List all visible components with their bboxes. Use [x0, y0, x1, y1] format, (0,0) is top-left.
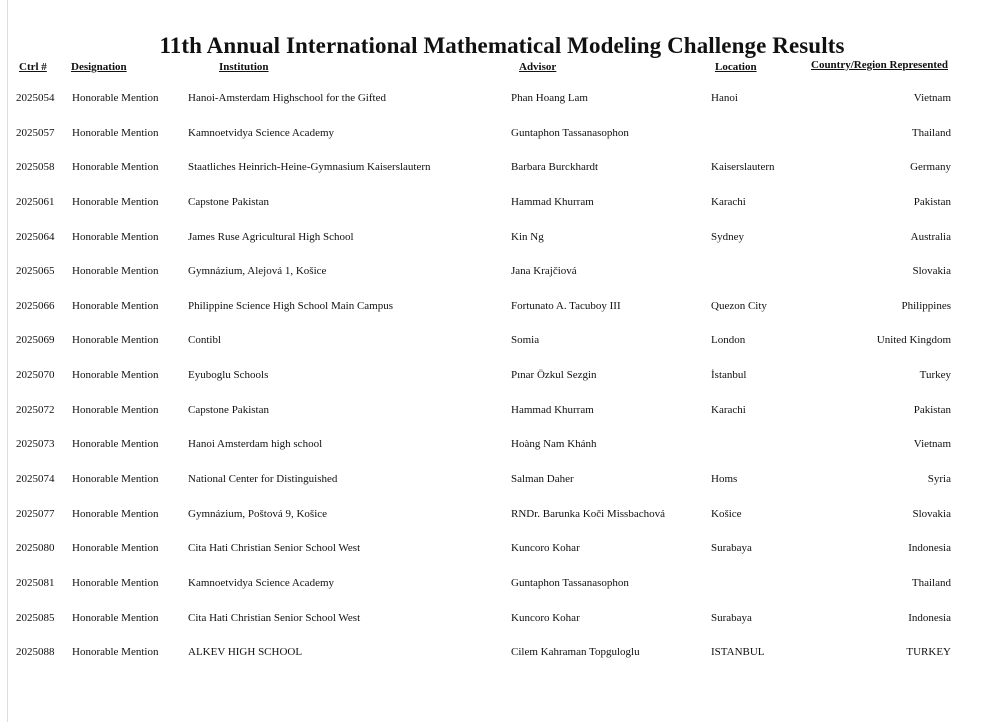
ctrl-number-cell: 2025077: [16, 507, 55, 520]
header-institution: Institution: [219, 61, 269, 73]
designation-cell: Honorable Mention: [72, 611, 159, 624]
advisor-cell: Phan Hoang Lam: [511, 92, 588, 104]
advisor-cell: Guntaphon Tassanasophon: [511, 576, 629, 589]
institution-cell: Cita Hati Christian Senior School West: [188, 542, 361, 555]
designation-cell: Honorable Mention: [72, 646, 159, 659]
table-row: [0, 367, 981, 402]
country-cell: Vietnam: [913, 438, 951, 451]
location-cell: Homs: [711, 473, 738, 486]
location-cell: Sydney: [711, 230, 744, 243]
location-cell: Surabaya: [711, 611, 752, 624]
institution-cell: Capstone Pakistan: [188, 195, 269, 208]
institution-cell: Cita Hati Christian Senior School West: [188, 611, 361, 624]
ctrl-number-cell: 2025066: [16, 299, 55, 312]
advisor-cell: Somia: [511, 334, 540, 347]
designation-cell: Honorable Mention: [72, 403, 159, 416]
header-ctrl-number: Ctrl #: [19, 61, 47, 73]
designation-cell: Honorable Mention: [72, 230, 159, 243]
institution-cell: Gymnázium, Poštová 9, Košice: [188, 507, 328, 520]
header-designation: Designation: [71, 61, 127, 73]
designation-cell: Honorable Mention: [72, 334, 159, 347]
advisor-cell: Cilem Kahraman Topguloglu: [511, 646, 640, 659]
country-cell: Thailand: [911, 576, 951, 589]
advisor-cell: Salman Daher: [511, 473, 574, 486]
institution-cell: Philippine Science High School Main Campus: [188, 299, 394, 312]
ctrl-number-cell: 2025081: [16, 576, 55, 589]
results-table-body: [0, 90, 981, 679]
table-row: [0, 229, 981, 264]
ctrl-number-cell: 2025072: [16, 403, 55, 416]
designation-cell: Honorable Mention: [72, 473, 159, 486]
country-cell: Vietnam: [913, 92, 951, 104]
ctrl-number-cell: 2025085: [16, 611, 55, 624]
table-row: [0, 575, 981, 610]
advisor-cell: Barbara Burckhardt: [511, 161, 599, 174]
table-row: [0, 540, 981, 575]
header-country-region: Country/Region Represented: [811, 59, 948, 71]
country-cell: United Kingdom: [876, 334, 951, 347]
designation-cell: Honorable Mention: [72, 507, 159, 520]
location-cell: Karachi: [711, 403, 746, 416]
institution-cell: National Center for Distinguished: [188, 473, 338, 486]
table-row: [0, 471, 981, 506]
ctrl-number-cell: 2025074: [16, 473, 55, 486]
table-row: [0, 298, 981, 333]
designation-cell: Honorable Mention: [72, 126, 159, 139]
header-location: Location: [715, 61, 757, 73]
advisor-cell: Guntaphon Tassanasophon: [511, 126, 629, 139]
institution-cell: Capstone Pakistan: [188, 403, 269, 416]
ctrl-number-cell: 2025073: [16, 438, 55, 451]
location-cell: ISTANBUL: [711, 646, 765, 659]
location-cell: Kaiserslautern: [711, 161, 775, 174]
advisor-cell: Hammad Khurram: [511, 195, 594, 208]
designation-cell: Honorable Mention: [72, 265, 159, 278]
table-row: [0, 644, 981, 679]
country-cell: TURKEY: [906, 646, 951, 659]
table-row: [0, 90, 981, 125]
ctrl-number-cell: 2025054: [16, 92, 55, 104]
header-advisor: Advisor: [519, 61, 557, 73]
institution-cell: Gymnázium, Alejová 1, Košice: [188, 265, 327, 278]
ctrl-number-cell: 2025088: [16, 646, 55, 659]
country-cell: Slovakia: [912, 507, 951, 520]
location-cell: İstanbul: [711, 369, 747, 382]
ctrl-number-cell: 2025061: [16, 195, 55, 208]
advisor-cell: Fortunato A. Tacuboy III: [511, 299, 621, 312]
country-cell: Pakistan: [913, 195, 951, 208]
table-row: [0, 263, 981, 298]
advisor-cell: Kuncoro Kohar: [511, 542, 580, 555]
ctrl-number-cell: 2025070: [16, 369, 55, 382]
location-cell: Quezon City: [711, 299, 767, 312]
designation-cell: Honorable Mention: [72, 438, 159, 451]
institution-cell: Kamnoetvidya Science Academy: [188, 576, 335, 589]
table-row: [0, 610, 981, 645]
table-row: [0, 194, 981, 229]
designation-cell: Honorable Mention: [72, 576, 159, 589]
location-cell: Surabaya: [711, 542, 752, 555]
country-cell: Germany: [910, 161, 951, 174]
institution-cell: Eyuboglu Schools: [188, 369, 269, 382]
advisor-cell: Jana Krajčiová: [511, 265, 577, 278]
institution-cell: ALKEV HIGH SCHOOL: [188, 646, 303, 659]
advisor-cell: Hammad Khurram: [511, 403, 594, 416]
table-header-row: [0, 60, 981, 76]
institution-cell: Staatliches Heinrich-Heine-Gymnasium Kaiserslautern: [188, 161, 431, 174]
location-cell: London: [711, 334, 746, 347]
institution-cell: Hanoi-Amsterdam Highschool for the Gifted: [188, 92, 386, 104]
institution-cell: Hanoi Amsterdam high school: [188, 438, 323, 451]
country-cell: Australia: [910, 230, 951, 243]
designation-cell: Honorable Mention: [72, 161, 159, 174]
country-cell: Thailand: [911, 126, 951, 139]
advisor-cell: RNDr. Barunka Koči Missbachová: [511, 507, 665, 520]
table-row: [0, 506, 981, 541]
ctrl-number-cell: 2025065: [16, 265, 55, 278]
advisor-cell: Kin Ng: [511, 230, 544, 243]
designation-cell: Honorable Mention: [72, 369, 159, 382]
country-cell: Philippines: [901, 299, 951, 312]
location-cell: Hanoi: [711, 92, 738, 104]
institution-cell: Contibl: [188, 334, 222, 347]
designation-cell: Honorable Mention: [72, 299, 159, 312]
country-cell: Indonesia: [908, 611, 951, 624]
location-cell: Karachi: [711, 195, 746, 208]
country-cell: Syria: [927, 473, 951, 486]
table-row: [0, 402, 981, 437]
ctrl-number-cell: 2025057: [16, 126, 55, 139]
country-cell: Turkey: [919, 369, 951, 382]
advisor-cell: Hoàng Nam Khánh: [511, 438, 597, 451]
advisor-cell: Kuncoro Kohar: [511, 611, 580, 624]
table-row: [0, 159, 981, 194]
country-cell: Slovakia: [912, 265, 951, 278]
designation-cell: Honorable Mention: [72, 542, 159, 555]
ctrl-number-cell: 2025058: [16, 161, 55, 174]
ctrl-number-cell: 2025080: [16, 542, 55, 555]
designation-cell: Honorable Mention: [72, 195, 159, 208]
institution-cell: James Ruse Agricultural High School: [188, 230, 354, 243]
page-title: 11th Annual International Mathematical Modeling Challenge Results: [159, 33, 845, 59]
ctrl-number-cell: 2025064: [16, 230, 55, 243]
institution-cell: Kamnoetvidya Science Academy: [188, 126, 335, 139]
table-row: [0, 436, 981, 471]
table-row: [0, 125, 981, 160]
designation-cell: Honorable Mention: [72, 92, 159, 104]
location-cell: Košice: [711, 507, 742, 520]
table-row: [0, 332, 981, 367]
ctrl-number-cell: 2025069: [16, 334, 55, 347]
country-cell: Indonesia: [908, 542, 951, 555]
country-cell: Pakistan: [913, 403, 951, 416]
advisor-cell: Pınar Özkul Sezgin: [511, 369, 597, 382]
